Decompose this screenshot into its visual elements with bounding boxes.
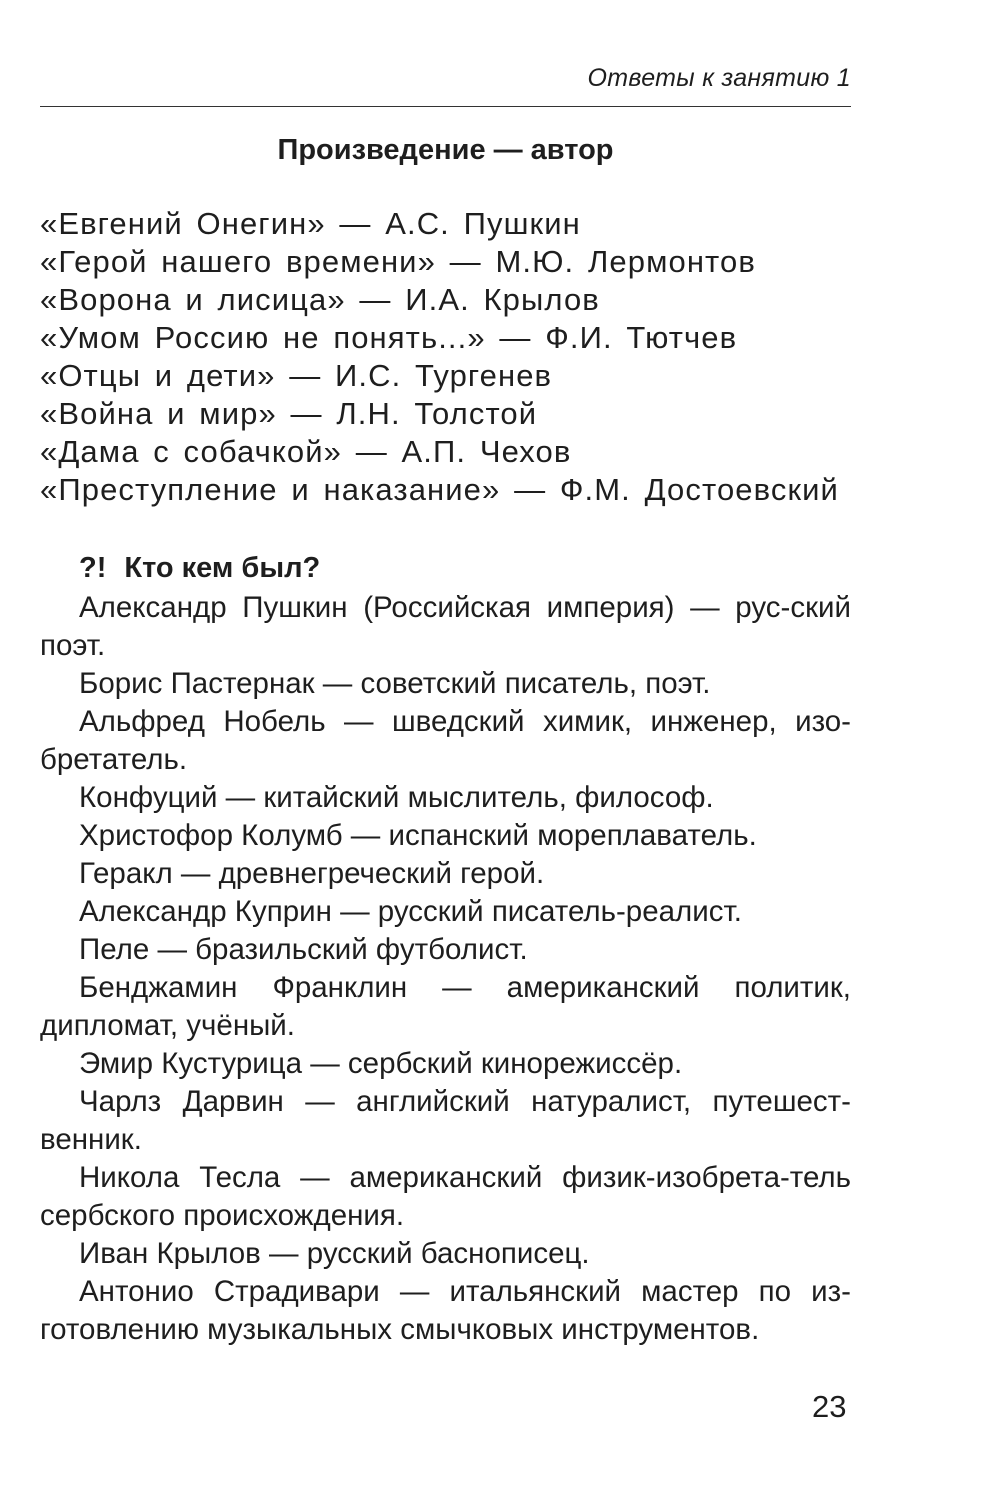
person-entry: Геракл — древнегреческий герой. [79, 857, 545, 890]
question-heading [79, 552, 320, 585]
person-entry: Антонио Страдивари — итальянский мастер по из-готовлению музыкальных смычковых инструментов. [40, 1275, 851, 1346]
person-entry: Альфред Нобель — шведский химик, инженер, изо-бретатель. [40, 705, 851, 776]
person-entry: Никола Тесла — американский физик-изобрета-тель сербского происхождения. [40, 1161, 851, 1232]
works-list [40, 205, 880, 509]
work-item: «Евгений Онегин» — А.С. Пушкин [40, 206, 581, 241]
person-entry: Александр Пушкин (Российская империя) — рус-ский поэт. [40, 591, 851, 662]
person-entry: Иван Крылов — русский баснописец. [79, 1237, 590, 1270]
person-entry: Пеле — бразильский футболист. [79, 933, 528, 966]
running-header: Ответы к занятию 1 [587, 64, 851, 92]
work-item: «Отцы и дети» — И.С. Тургенев [40, 358, 553, 393]
question-heading-text: Кто кем был? [124, 552, 321, 584]
person-entry: Конфуций — китайский мыслитель, философ. [79, 781, 714, 814]
person-entry: Чарлз Дарвин — английский натуралист, путешест-венник. [40, 1085, 851, 1156]
work-item: «Умом Россию не понять...» — Ф.И. Тютчев [40, 320, 738, 355]
person-entry: Бенджамин Франклин — американский политик, дипломат, учёный. [40, 971, 851, 1042]
work-item: «Преступление и наказание» — Ф.М. Достоевский [40, 472, 839, 507]
page-number: 23 [812, 1389, 847, 1424]
work-item: «Герой нашего времени» — М.Ю. Лермонтов [40, 244, 756, 279]
person-entry: Эмир Кустурица — сербский кинорежиссёр. [79, 1047, 683, 1080]
header-rule [40, 106, 851, 107]
person-entry: Александр Куприн — русский писатель-реалист. [79, 895, 742, 928]
work-item: «Ворона и лисица» — И.А. Крылов [40, 282, 600, 317]
person-entry: Христофор Колумб — испанский мореплаватель. [79, 819, 757, 852]
people-list [40, 589, 851, 1349]
work-item: «Война и мир» — Л.Н. Толстой [40, 396, 538, 431]
work-item: «Дама с собачкой» — А.П. Чехов [40, 434, 572, 469]
person-entry: Борис Пастернак — советский писатель, поэт. [79, 667, 711, 700]
section-title: Произведение — автор [277, 134, 614, 166]
question-mark-icon: ?! [79, 552, 107, 584]
